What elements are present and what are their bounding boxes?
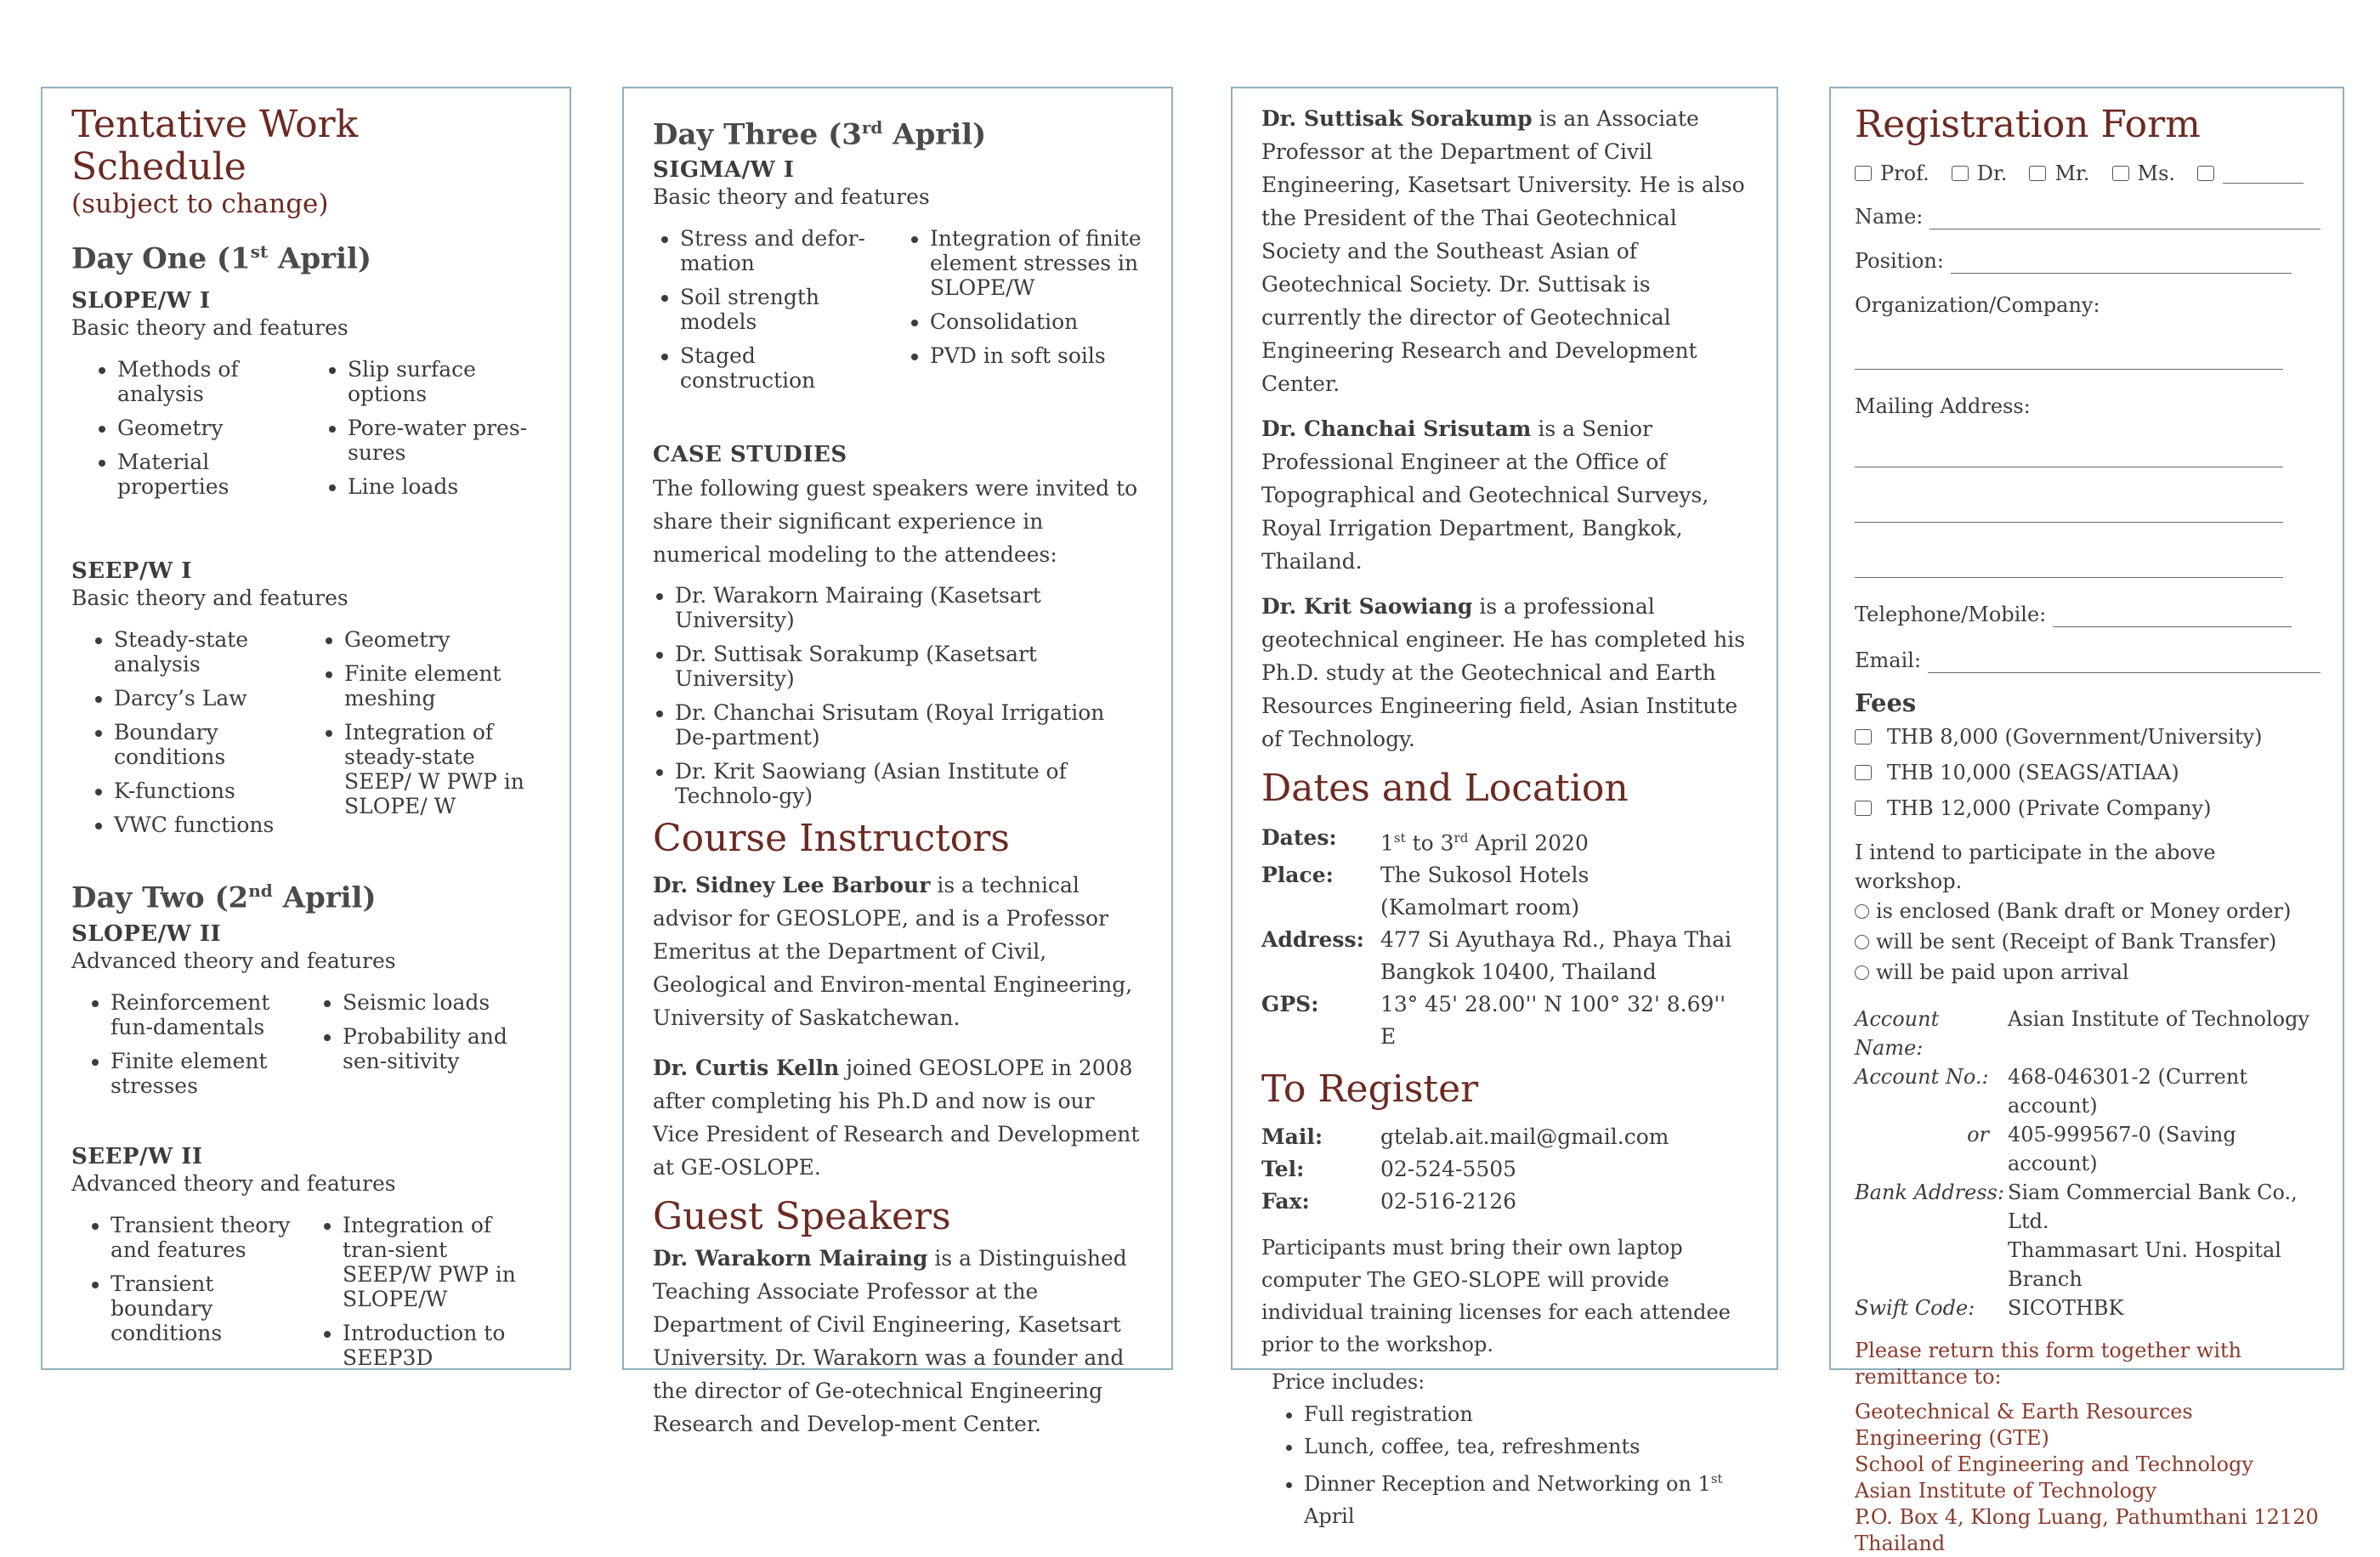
account-no-alt-row: or 405-999567-0 (Saving account): [1967, 1123, 2236, 1175]
topic-list: [71, 357, 310, 508]
telephone-field[interactable]: Telephone/Mobile:: [1855, 602, 2292, 627]
slope1-topics: [71, 350, 541, 508]
list-item: • Reinforcement fun-damentals: [110, 990, 309, 1039]
address-row: Address: 477 Si Ayuthaya Rd., Phaya Thai Bangkok 10400, Thailand: [1261, 927, 1732, 985]
mail-row: Mail: gtelab.ait.mail@gmail.com: [1261, 1121, 1748, 1153]
seep1-subtitle: Basic theory and features: [71, 586, 348, 611]
name-field[interactable]: Name:: [1855, 204, 2320, 229]
day-two-heading: Day Two (2nd April): [71, 880, 377, 915]
day-three-panel: [622, 87, 1173, 1437]
schedule-panel: [41, 87, 571, 1370]
dates-row: Dates: 1st to 3rd April 2020: [1261, 825, 1589, 856]
laptop-note: Participants must bring their own laptop computer The GEO-SLOPE will provide individual training licenses for each attendee prior to the workshop.: [1261, 1236, 1731, 1357]
slope1-subtitle: Basic theory and features: [71, 315, 348, 341]
list-item: • Darcy’s Law: [114, 686, 310, 711]
list-item: • Seismic loads: [343, 990, 541, 1015]
guest-mairaing: Dr. Warakorn Mairaing is a Distinguished Teaching Associate Professor at the Department of Civil Engineering, Kasetsart University. Dr. Warakorn was a founder and the director of Ge-otechnical Engineering Research and Develop-ment Center.: [653, 1246, 1127, 1437]
schedule-title: Tentative Work Schedule: [71, 103, 359, 189]
list-item: • Integration of steady-state SEEP/ W PWP in SLOPE/ W: [344, 720, 541, 818]
list-item: • Soil strength models: [680, 285, 892, 334]
list-item: • Finite element meshing: [344, 661, 541, 711]
list-item: • Dr. Krit Saowiang (Asian Institute of Technolo-gy): [675, 759, 1142, 808]
mailing-address-line-3[interactable]: [1855, 558, 2283, 578]
list-item: • Dr. Chanchai Srisutam (Royal Irrigation De-partment): [675, 700, 1142, 750]
instructors-title: Course Instructors: [653, 817, 1010, 861]
list-item: • Steady-state analysis: [114, 627, 310, 677]
swift-code-row: Swift Code: SICOTHBK: [1855, 1296, 2124, 1320]
organization-label: Organization/Company:: [1855, 293, 2100, 317]
dates-title: Dates and Location: [1261, 767, 1629, 810]
topic-list: [904, 226, 1142, 402]
other-title-field[interactable]: [2223, 164, 2304, 184]
list-item: • Probability and sen-sitivity: [343, 1024, 541, 1073]
list-item: • Pore-water pres-sures: [348, 416, 541, 465]
topic-list: [653, 226, 892, 402]
organization-field[interactable]: [1855, 350, 2283, 370]
day-one-heading: Day One (1st April): [71, 241, 371, 276]
tel-row: Tel: 02-524-5505: [1261, 1157, 1517, 1182]
slope1-title: SLOPE/W I: [71, 288, 211, 314]
topic-list: [322, 627, 541, 846]
slope2-title: SLOPE/W II: [71, 920, 222, 947]
ms-checkbox[interactable]: [2112, 166, 2129, 181]
intend-text: I intend to participate in the above workshop.: [1855, 841, 2216, 893]
topic-list: [71, 1213, 309, 1379]
registration-form-panel: [1829, 87, 2344, 1555]
case-studies-title: CASE STUDIES: [653, 442, 847, 468]
seep1-topics: [71, 620, 541, 846]
payment-arrival[interactable]: will be paid upon arrival: [1855, 957, 2320, 988]
fee-seags[interactable]: THB 10,000 (SEAGS/ATIAA): [1855, 755, 2320, 790]
payment-sent[interactable]: will be sent (Receipt of Bank Transfer): [1855, 926, 2320, 957]
slope2-topics: [71, 983, 541, 1107]
list-item: • Transient theory and features: [110, 1213, 309, 1262]
list-item: • Line loads: [348, 474, 541, 499]
mr-checkbox[interactable]: [2029, 166, 2046, 181]
instructor-barbour: Dr. Sidney Lee Barbour is a technical advisor for GEOSLOPE, and is a Professor Emeritus at the Department of Civil, Geological and Environ-mental Engineering, University of Saskatchewan.: [653, 873, 1133, 1031]
speakers-location-panel: [1231, 87, 1778, 1529]
mailing-address-line-2[interactable]: [1855, 503, 2283, 523]
list-item: • PVD in soft soils: [930, 343, 1142, 368]
topic-list: [71, 990, 309, 1107]
list-item: • Slip surface options: [348, 357, 541, 406]
list-item: • K-functions: [114, 778, 310, 803]
place-row: Place: The Sukosol Hotels (Kamolmart room): [1261, 863, 1590, 920]
list-item: • Finite element stresses: [110, 1049, 309, 1098]
list-item: • Transient boundary conditions: [110, 1271, 309, 1345]
prof-checkbox[interactable]: [1855, 166, 1872, 181]
list-item: • Geometry: [344, 627, 541, 652]
list-item: • Introduction to SEEP3D: [343, 1321, 541, 1370]
case-studies-text: The following guest speakers were invited to share their significant experience in numerical modeling to the attendees:: [653, 476, 1138, 568]
list-item: • Integration of tran-sient SEEP/W PWP in SLOPE/W: [343, 1213, 541, 1311]
topic-list: [322, 357, 541, 508]
topic-list: [320, 990, 541, 1107]
gps-row: GPS: 13° 45' 28.00'' N 100° 32' 8.69'' E: [1261, 992, 1726, 1050]
fax-row: Fax: 02-516-2126: [1261, 1189, 1517, 1214]
payment-enclosed[interactable]: is enclosed (Bank draft or Money order): [1855, 896, 2320, 926]
slope2-subtitle: Advanced theory and features: [71, 948, 396, 973]
return-note: Please return this form together with remittance to:: [1855, 1339, 2242, 1389]
list-item: • Integration of finite element stresses in SLOPE/W: [930, 226, 1142, 300]
sigma-topics: [653, 219, 1142, 402]
price-includes-title: Price includes:: [1272, 1370, 1425, 1395]
sigma-title: SIGMA/W I: [653, 157, 795, 184]
account-no-row: Account No.: 468-046301-2 (Current account): [1855, 1065, 2247, 1118]
other-title-checkbox[interactable]: [2197, 166, 2214, 181]
seep2-subtitle: Advanced theory and features: [71, 1170, 396, 1196]
seep1-title: SEEP/W I: [71, 558, 192, 585]
position-field[interactable]: Position:: [1855, 248, 2292, 274]
guest-speakers-title: Guest Speakers: [653, 1195, 951, 1239]
list-item: • Geometry: [117, 416, 310, 440]
guest-sorakump: Dr. Suttisak Sorakump is an Associate Professor at the Department of Civil Engineering, Kasetsart University. He is also the President of the Thai Geotechnical Society and the Southeast Asian of Geotechnical Society. Dr. Suttisak is currently the director of Geotechnical Engineering Research and Development Center.: [1261, 106, 1745, 396]
list-item: • Methods of analysis: [117, 357, 310, 406]
title-options: Prof. Dr. Mr. Ms.: [1855, 156, 2320, 190]
guest-speaker-list: [653, 583, 1142, 808]
mailing-address-line-1[interactable]: [1855, 448, 2283, 467]
seep2-topics: [71, 1206, 541, 1379]
registration-title: Registration Form: [1855, 103, 2201, 146]
guest-srisutam: Dr. Chanchai Srisutam is a Senior Professional Engineer at the Office of Topographical and Geotechnical Surveys, Royal Irrigation Department, Bangkok, Thailand.: [1261, 416, 1709, 574]
price-includes-list: • Full registration • Lunch, coffee, tea, refreshments • Dinner Reception and Networking on 1st April: [1261, 1398, 1748, 1532]
seep2-title: SEEP/W II: [71, 1143, 203, 1169]
fee-government[interactable]: THB 8,000 (Government/University): [1855, 719, 2320, 755]
topic-list: [71, 627, 310, 846]
dr-checkbox[interactable]: [1952, 166, 1969, 181]
topic-list: [320, 1213, 541, 1379]
guest-saowiang: Dr. Krit Saowiang is a professional geotechnical engineer. He has completed his Ph.D. study at the Geotechnical and Earth Resources Engineering field, Asian Institute of Technology.: [1261, 594, 1746, 751]
mailing-address-label: Mailing Address:: [1855, 394, 2031, 418]
schedule-subtitle: (subject to change): [71, 189, 329, 219]
list-item: • Boundary conditions: [114, 720, 310, 769]
list-item: • Dr. Warakorn Mairaing (Kasetsart University): [675, 583, 1142, 632]
list-item: • Staged construction: [680, 343, 892, 393]
list-item: • Consolidation: [930, 309, 1142, 334]
list-item: • VWC functions: [114, 812, 310, 837]
bank-address-row: Bank Address: Siam Commercial Bank Co., Ltd. Thammasart Uni. Hospital Branch: [1855, 1180, 2298, 1291]
list-item: • Material properties: [117, 450, 310, 499]
return-address: Geotechnical & Earth Resources Engineering (GTE) School of Engineering and Technology Asian Institute of Technology P.O. Box 4, Klong Luang, Pathumthani 12120 Thailand: [1855, 1400, 2319, 1555]
sigma-subtitle: Basic theory and features: [653, 184, 930, 210]
list-item: • Dr. Suttisak Sorakump (Kasetsart University): [675, 642, 1142, 691]
fees-title: Fees: [1855, 688, 1917, 717]
email-field[interactable]: Email:: [1855, 648, 2320, 673]
mail-link[interactable]: gtelab.ait.mail@gmail.com: [1380, 1124, 1669, 1150]
fee-private[interactable]: THB 12,000 (Private Company): [1855, 790, 2320, 826]
list-item: • Stress and defor-mation: [680, 226, 892, 275]
day-three-heading: Day Three (3rd April): [653, 117, 987, 152]
account-name-row: Account Name: Asian Institute of Technology: [1855, 1007, 2310, 1060]
instructor-kelln: Dr. Curtis Kelln joined GEOSLOPE in 2008 after completing his Ph.D and now is our Vice President of Research and Development at GE-OSLOPE.: [653, 1056, 1140, 1180]
register-title: To Register: [1261, 1067, 1479, 1112]
